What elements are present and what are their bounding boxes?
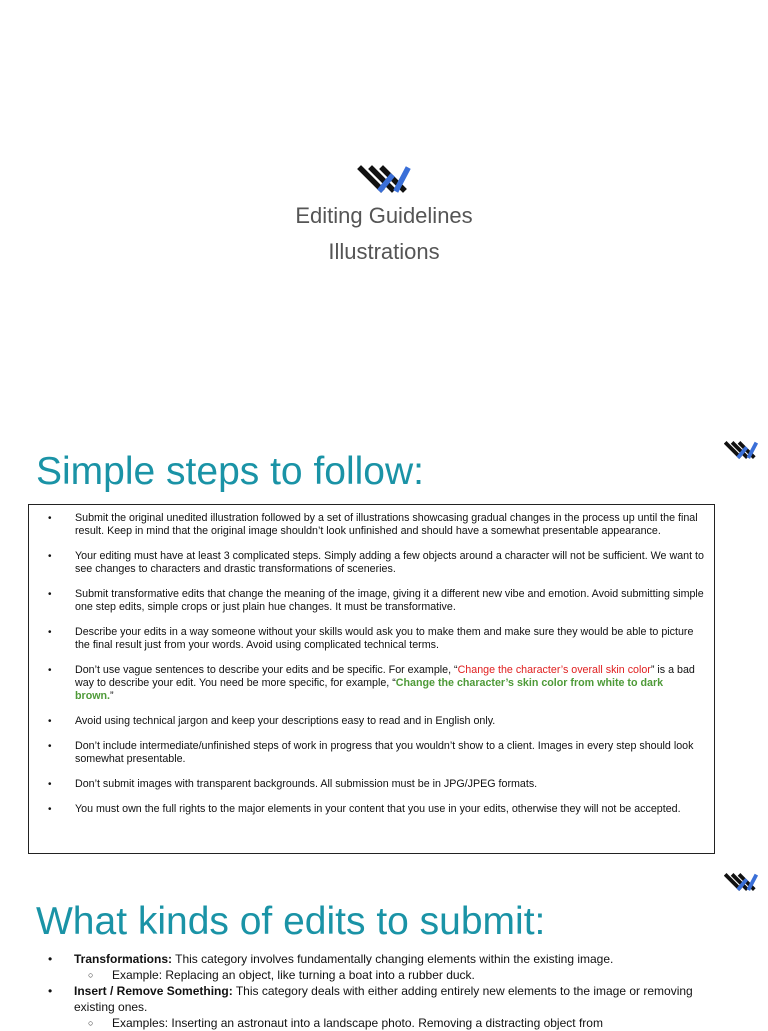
- wx-logo-icon: [357, 164, 411, 194]
- sub-list-item: ○ Example: Replacing an object, like turning a boat into a rubber duck.: [74, 967, 708, 983]
- kinds-heading: What kinds of edits to submit:: [36, 900, 546, 943]
- rules-box: [28, 504, 715, 854]
- good-example-text: Change the character’s skin color from white to dark brown.: [75, 677, 664, 702]
- list-item: • You must own the full rights to the major elements in your content that you use in your edits, otherwise they will not be accepted.: [29, 803, 704, 816]
- kinds-list: [48, 951, 708, 1031]
- wx-logo-icon: [724, 440, 758, 460]
- document-subtitle: Illustrations: [328, 239, 440, 264]
- rule-text: ” is a bad way to describe your edit. You need be more specific, for example, “: [75, 664, 695, 689]
- list-item: • Your editing must have at least 3 complicated steps. Simply adding a few objects around a character will not be sufficient. We want to see changes to characters and drastic transformations of sceneries.: [29, 550, 704, 576]
- wx-logo-icon: [724, 872, 758, 892]
- sub-list-item: ○ Examples: Inserting an astronaut into a landscape photo. Removing a distracting object from: [74, 1015, 708, 1031]
- rule-text: Don’t use vague sentences to describe your edits and be specific. For example, “: [75, 664, 458, 676]
- list-item: • Submit transformative edits that change the meaning of the image, giving it a different new vibe and emotion. Avoid submitting simple one step edits, simple crops or just plain hue changes. It must be transformative.: [29, 588, 704, 614]
- category-text: This category involves fundamentally changing elements within the existing image.: [172, 952, 614, 966]
- list-item: • Avoid using technical jargon and keep your descriptions easy to read and in English only.: [29, 715, 704, 728]
- bad-example-text: Change the character’s overall skin color: [457, 664, 651, 676]
- rule-text: ”: [110, 690, 114, 702]
- category-title: Insert / Remove Something:: [74, 984, 233, 998]
- steps-heading: Simple steps to follow:: [36, 450, 425, 493]
- list-item: • Submit the original unedited illustration followed by a set of illustrations showcasing gradual changes in the process up until the final result. Keep in mind that the original image shouldn’t look unfinished and should have a somewhat presentable appearance.: [29, 512, 704, 538]
- list-item: • Describe your edits in a way someone without your skills would ask you to make them and make sure they would be able to picture the final result just from your words. Avoid using complicated technical terms.: [29, 626, 704, 652]
- list-item: • Don’t submit images with transparent backgrounds. All submission must be in JPG/JPEG formats.: [29, 778, 704, 791]
- list-item: [48, 951, 708, 983]
- category-title: Transformations:: [74, 952, 173, 966]
- category-text: This category deals with either adding entirely new elements to the image or removing existing ones.: [74, 984, 693, 1014]
- document-title: Editing Guidelines: [295, 203, 473, 228]
- list-item: • Don’t include intermediate/unfinished steps of work in progress that you wouldn’t show to a client. Images in every step should look somewhat presentable.: [29, 740, 704, 766]
- list-item: [29, 664, 704, 703]
- rules-list: [29, 505, 714, 816]
